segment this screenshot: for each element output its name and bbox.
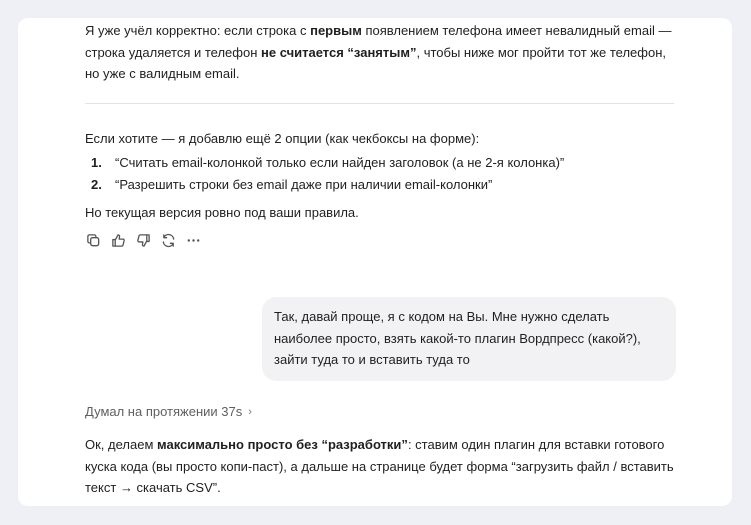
chevron-right-icon: › [248,405,252,418]
assistant-paragraph-2: Если хотите — я добавлю ещё 2 опции (как чекбоксы на форме): [85,131,480,146]
list-text: “Разрешить строки без email даже при наличии email-колонки” [115,177,493,192]
options-list [85,152,674,196]
list-item [85,174,674,196]
list-text: “Считать email-колонкой только если найден заголовок (а не 2-я колонка)” [115,155,565,170]
thought-label: Думал на протяжении 37s [85,404,243,419]
regenerate-icon [161,233,176,248]
thumbs-down-icon [136,233,151,248]
more-icon [186,233,201,248]
list-number: 2. [91,177,102,192]
assistant-paragraph-4: Ок, делаем максимально просто без “разработки”: ставим один плагин для вставки готового куска кода (вы просто копи-паст), а дальше на странице будет форма “загрузить файл / вставить текст → скачать CSV”. [85,437,674,495]
message-actions [85,232,202,249]
chat-panel [18,18,732,506]
thought-toggle[interactable] [85,404,252,419]
list-item [85,152,674,174]
divider [85,103,674,104]
user-message-bubble: Так, давай проще, я с кодом на Вы. Мне нужно сделать наиболее просто, взять какой-то плагин Вордпресс (какой?), зайти туда то и вставить туда то [262,297,676,381]
copy-icon [86,233,101,248]
assistant-paragraph-1: Я уже учёл корректно: если строка с первым появлением телефона имеет невалидный email — строка удаляется и телефон не считается “занятым”, чтобы ниже мог пройти тот же телефон, но уже с валидным email. [85,23,672,81]
thumbs-up-icon [111,233,126,248]
thumbs-down-button[interactable] [135,232,152,249]
list-number: 1. [91,155,102,170]
assistant-paragraph-3: Но текущая версия ровно под ваши правила. [85,205,359,220]
copy-button[interactable] [85,232,102,249]
regenerate-button[interactable] [160,232,177,249]
thumbs-up-button[interactable] [110,232,127,249]
more-button[interactable] [185,232,202,249]
